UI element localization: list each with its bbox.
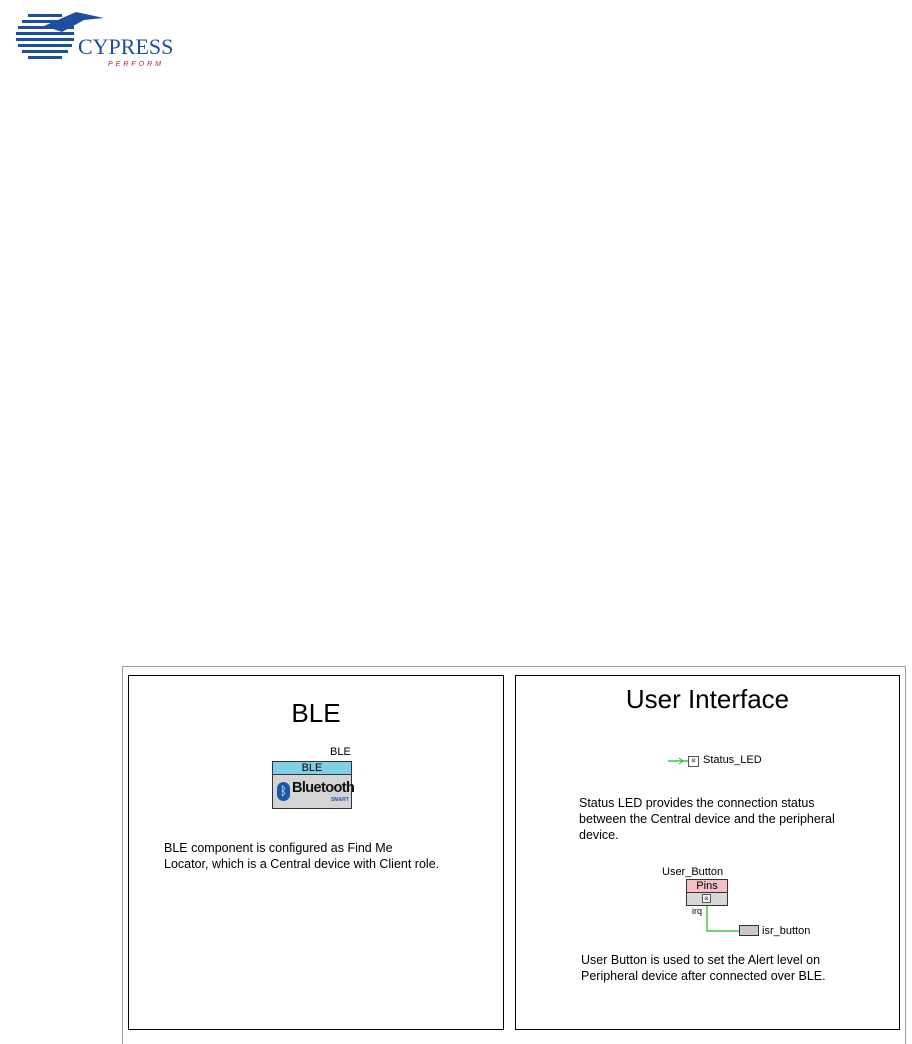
- ble-description-line: Locator, which is a Central device with Client role.: [164, 857, 440, 871]
- button-description-line: User Button is used to set the Alert level on: [581, 953, 821, 967]
- ble-description-line: BLE component is configured as Find Me: [164, 841, 393, 855]
- status-description-line: between the Central device and the peripheral: [579, 812, 835, 826]
- logo-text: CYPRESS: [78, 34, 174, 59]
- ble-page-title: BLE: [291, 698, 341, 728]
- irq-label: irq: [692, 906, 703, 916]
- status-description-line: device.: [579, 828, 619, 842]
- status-led-pin-icon[interactable]: ⊠: [688, 756, 699, 767]
- bluetooth-icon: ᛒ: [277, 782, 290, 801]
- irq-wire: [707, 906, 739, 931]
- isr-button-label: isr_button: [762, 925, 811, 937]
- pin-icon: ⊠: [702, 894, 711, 903]
- status-description-line: Status LED provides the connection status: [579, 796, 815, 810]
- status-led-description: [579, 795, 835, 843]
- bluetooth-logo-word: Bluetooth: [292, 780, 355, 796]
- logo-tagline: PERFORM: [108, 61, 164, 68]
- status-led-label: Status_LED: [703, 754, 762, 766]
- ui-page-title: User Interface: [625, 684, 790, 714]
- ble-instance-name: BLE: [330, 746, 351, 758]
- user-button-description: [581, 952, 826, 984]
- bluetooth-logo-sub: SMART: [331, 797, 349, 803]
- user-button-pins-component[interactable]: [686, 879, 728, 906]
- isr-button-icon[interactable]: [739, 925, 759, 936]
- ble-component-name: BLE: [273, 762, 351, 775]
- button-description-line: Peripheral device after connected over BLE.: [581, 969, 826, 983]
- user-button-label: User_Button: [662, 866, 724, 878]
- pins-label: Pins: [687, 880, 727, 893]
